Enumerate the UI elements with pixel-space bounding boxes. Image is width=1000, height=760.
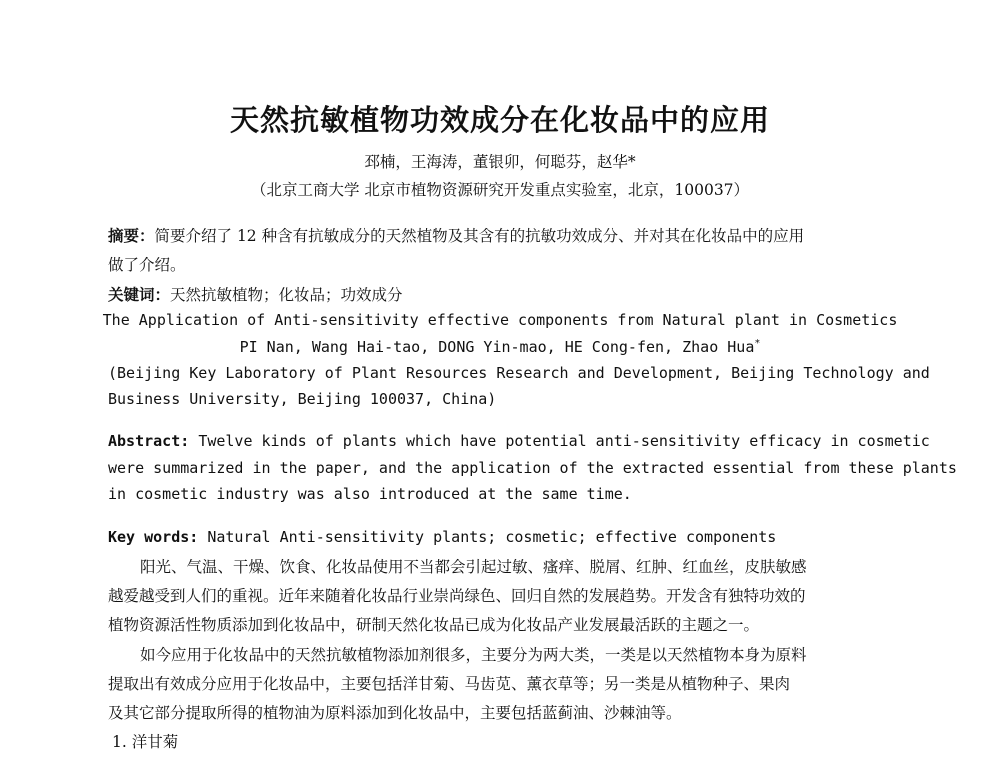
- abstract-english-text: Twelve kinds of plants which have potential anti-sensitivity efficacy in cosmetic: [198, 432, 930, 450]
- affiliation-english-line1: (Beijing Key Laboratory of Plant Resources Research and Development, Beijing Technology and: [108, 364, 930, 382]
- paper-title: 天然抗敏植物功效成分在化妆品中的应用: [229, 103, 770, 137]
- authors-english-names: PI Nan, Wang Hai-tao, DONG Yin-mao, HE Cong-fen, Zhao Hua: [239, 338, 755, 356]
- body-paragraph1-line2: 越爱越受到人们的重视。近年来随着化妆品行业崇尚绿色、回归自然的发展趋势。开发含有独特功效的: [108, 587, 806, 605]
- title-english: The Application of Anti-sensitivity effective components from Natural plant in Cosmetics: [102, 311, 898, 329]
- authors-english: [0, 338, 1000, 356]
- abstract-english-line1: [108, 432, 930, 450]
- abstract-chinese-label: 摘要：: [108, 226, 155, 245]
- abstract-english-line3: in cosmetic industry was also introduced at the same time.: [108, 485, 632, 503]
- abstract-english-line2: were summarized in the paper, and the application of the extracted essential from these plants: [108, 459, 957, 477]
- abstract-english-label: Abstract:: [108, 432, 190, 450]
- keywords-chinese: [108, 283, 403, 305]
- keywords-english: [108, 528, 776, 546]
- keywords-chinese-text: 天然抗敏植物；化妆品；功效成分: [170, 286, 403, 304]
- body-paragraph2-line2: 提取出有效成分应用于化妆品中，主要包括洋甘菊、马齿苋、薰衣草等；另一类是从植物种子、果肉: [108, 675, 791, 693]
- body-paragraph1-line3: 植物资源活性物质添加到化妆品中，研制天然化妆品已成为化妆品产业发展最活跃的主题之一。: [108, 616, 760, 634]
- affiliation-chinese: （北京工商大学 北京市植物资源研究开发重点实验室，北京，100037）: [250, 181, 750, 199]
- affiliation-english-line2: Business University, Beijing 100037, China): [108, 390, 497, 408]
- body-paragraph2-line1: 如今应用于化妆品中的天然抗敏植物添加剂很多，主要分为两大类，一类是以天然植物本身为原料: [140, 646, 807, 664]
- abstract-chinese-line2: 做了介绍。: [108, 256, 186, 274]
- body-paragraph2-line3: 及其它部分提取所得的植物油为原料添加到化妆品中，主要包括蓝蓟油、沙棘油等。: [108, 704, 682, 722]
- body-paragraph1-line1: 阳光、气温、干燥、饮食、化妆品使用不当都会引起过敏、瘙痒、脱屑、红肿、红血丝，皮肤敏感: [140, 558, 807, 576]
- authors-chinese: 邳楠，王海涛，董银卯，何聪芬，赵华*: [364, 153, 636, 171]
- keywords-english-label: Key words:: [108, 528, 199, 546]
- keywords-chinese-label: 关键词：: [108, 285, 171, 304]
- abstract-chinese-text: 简要介绍了 12 种含有抗敏成分的天然植物及其含有的抗敏功效成分、并对其在化妆品中的应用: [154, 227, 805, 245]
- abstract-chinese-line1: [108, 224, 804, 246]
- keywords-english-text: Natural Anti-sensitivity plants; cosmetic; effective components: [207, 528, 777, 546]
- corresponding-author-mark: *: [754, 338, 761, 349]
- section-heading-1: 1. 洋甘菊: [112, 733, 179, 751]
